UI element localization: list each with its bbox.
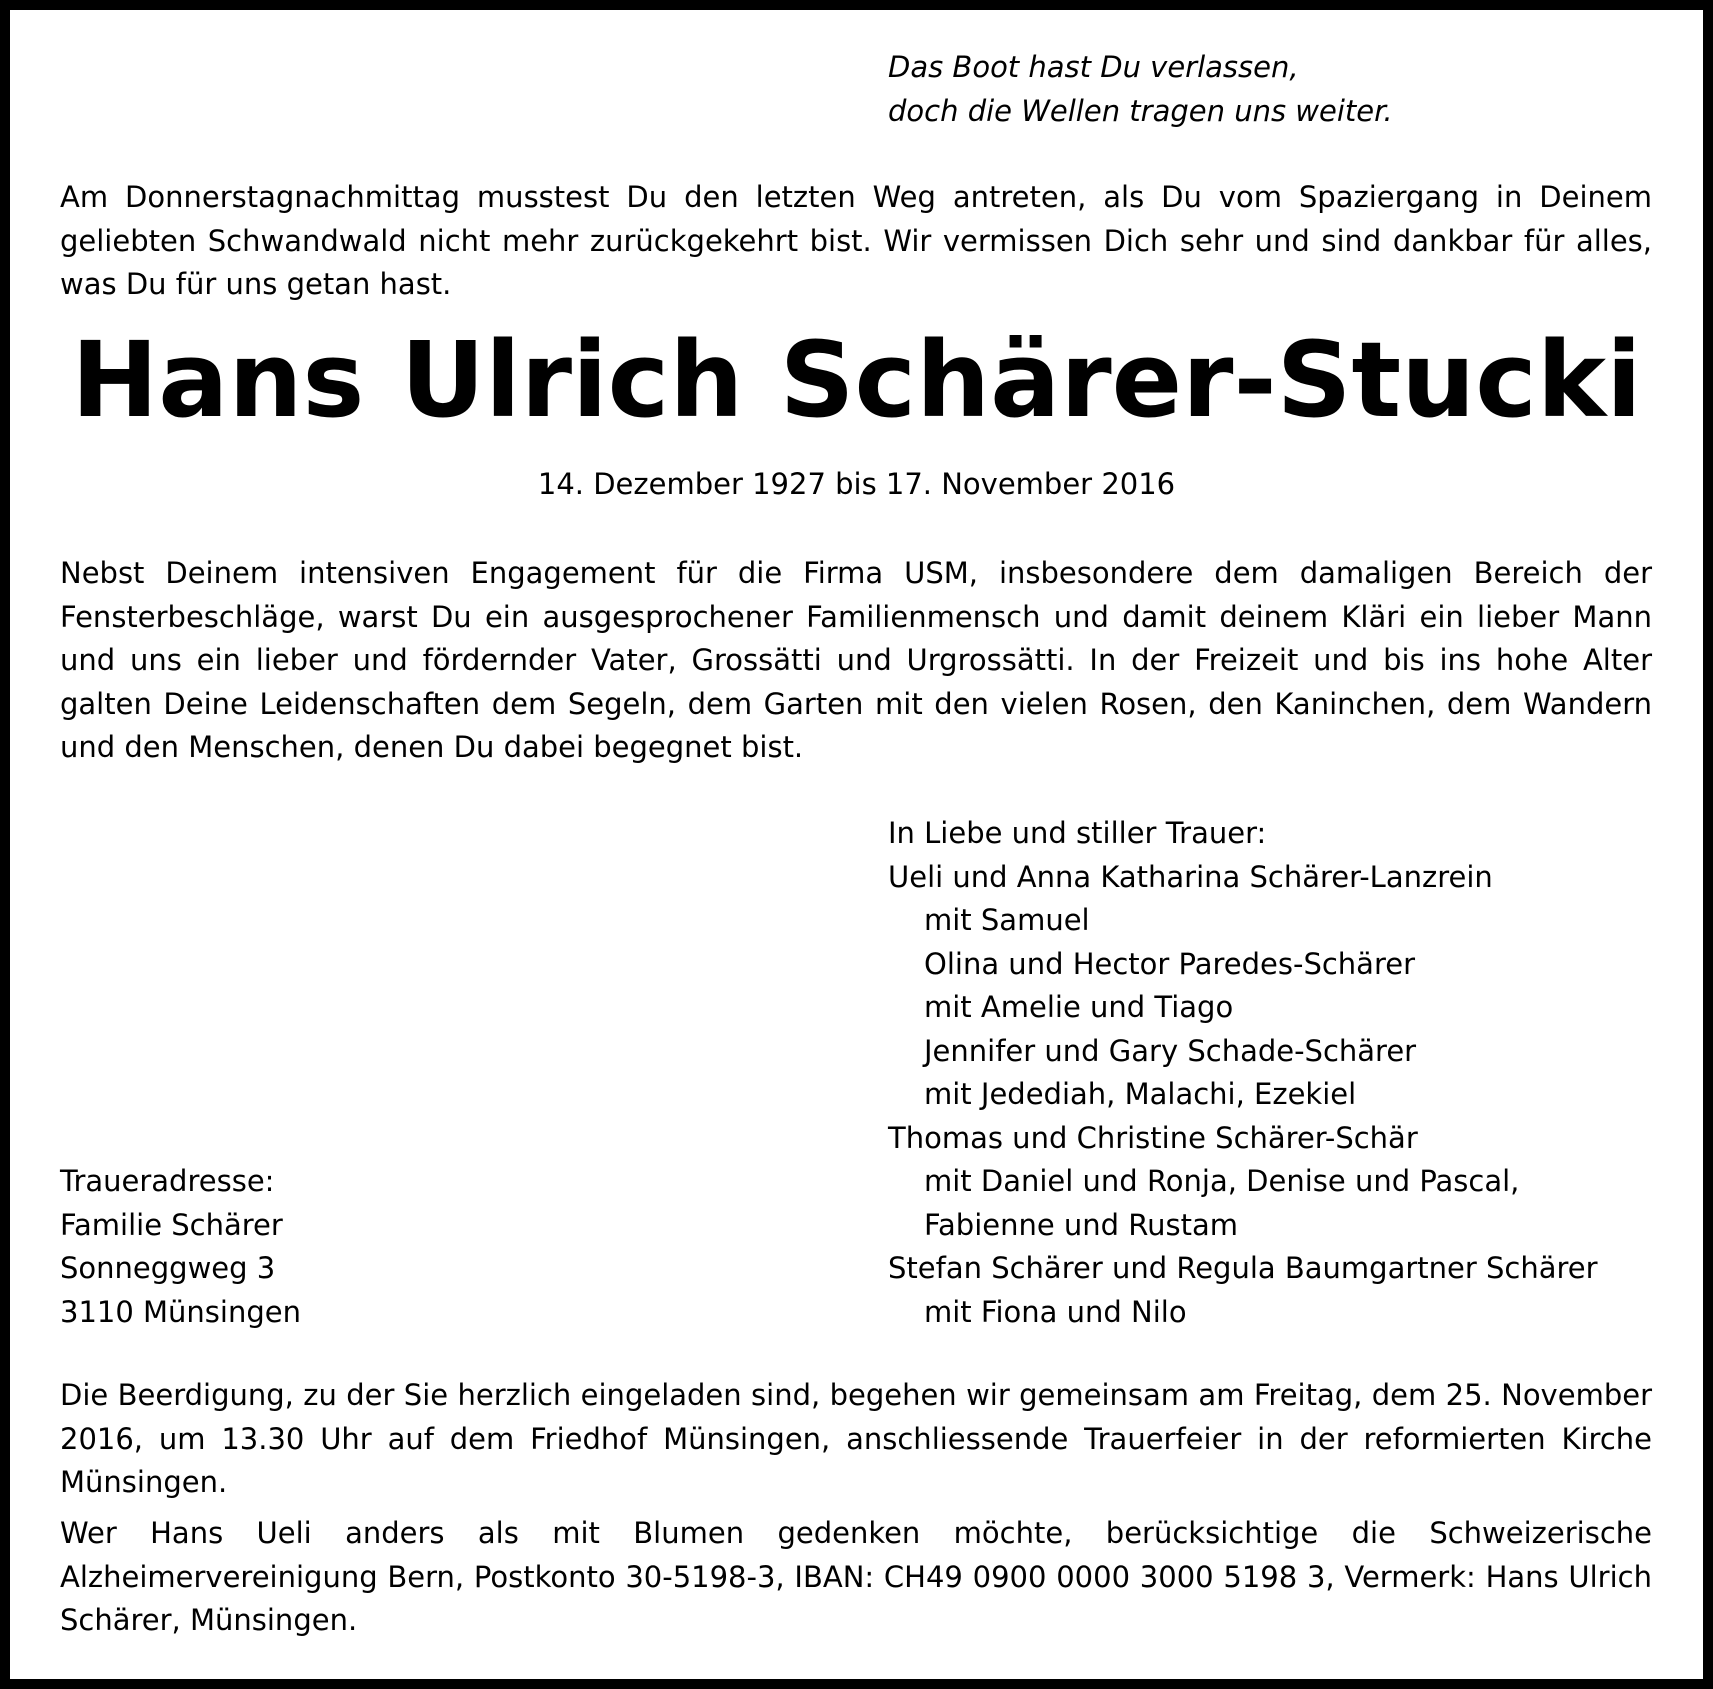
mourner-line: Ueli und Anna Katharina Schärer-Lanzrein — [888, 859, 1493, 894]
mourner-line: mit Samuel — [924, 903, 1090, 937]
life-dates: 14. Dezember 1927 bis 17. November 2016 — [537, 467, 1176, 501]
donation-paragraph: Wer Hans Ueli anders als mit Blumen gedenken möchte, berücksichtige die Schweizerische Alzheimervereinigung Bern, Postkonto 30-5198-3, IBAN: CH49 0900 0000 3000 5198 3, Vermerk: Hans Ulrich Schärer, Münsingen. — [60, 1516, 1652, 1637]
mourner-line: Jennifer und Gary Schade-Schärer — [924, 1033, 1417, 1068]
motto-line: doch die Wellen tragen uns weiter. — [888, 93, 1393, 128]
mourner-line: Thomas und Christine Schärer-Schär — [888, 1120, 1418, 1155]
tribute-paragraph: Nebst Deinem intensiven Engagement für die Firma USM, insbesondere dem damaligen Bereich der Fensterbeschläge, warst Du ein ausgesprochener Familienmensch und damit deinem Kläri ein lieber Mann und uns ein lieber und fördernder Vater, Grossätti und Urgrossätti. In der Freizeit und bis ins hohe Alter galten Deine Leidenschaften dem Segeln, dem Garten mit den vielen Rosen, den Kaninchen, dem Wandern und den Menschen, denen Du dabei begegnet bist. — [60, 556, 1652, 764]
mourner-line: Stefan Schärer und Regula Baumgartner Schärer — [888, 1251, 1598, 1285]
mourning-address — [60, 1160, 301, 1334]
address-label: Traueradresse: — [60, 1164, 275, 1198]
mourner-line: mit Fiona und Nilo — [924, 1294, 1187, 1329]
mourners-heading: In Liebe und stiller Trauer: — [888, 816, 1267, 850]
address-city: 3110 Münsingen — [60, 1294, 301, 1329]
deceased-name: Hans Ulrich Schärer-Stucki — [71, 319, 1642, 441]
motto-line: Das Boot hast Du verlassen, — [888, 50, 1299, 84]
intro-paragraph: Am Donnerstagnachmittag musstest Du den letzten Weg antreten, als Du vom Spaziergang in Deinem geliebten Schwandwald nicht mehr zurückgekehrt bist. Wir vermissen Dich sehr und sind dankbar für alles, was Du für uns getan hast. — [60, 180, 1652, 301]
motto — [888, 46, 1393, 133]
mourners-list — [888, 812, 1598, 1334]
mourner-line: Fabienne und Rustam — [924, 1207, 1239, 1242]
mourner-line: mit Jedediah, Malachi, Ezekiel — [924, 1077, 1357, 1111]
mourner-line: mit Amelie und Tiago — [924, 990, 1234, 1024]
address-street: Sonneggweg 3 — [60, 1251, 276, 1285]
address-family: Familie Schärer — [60, 1207, 283, 1242]
mourner-line: mit Daniel und Ronja, Denise und Pascal, — [924, 1164, 1520, 1198]
funeral-paragraph: Die Beerdigung, zu der Sie herzlich eingeladen sind, begehen wir gemeinsam am Freitag, dem 25. November 2016, um 13.30 Uhr auf dem Friedhof Münsingen, anschliessende Trauerfeier in der reformierten Kirche Münsingen. — [60, 1378, 1652, 1499]
mourner-line: Olina und Hector Paredes-Schärer — [924, 946, 1416, 981]
